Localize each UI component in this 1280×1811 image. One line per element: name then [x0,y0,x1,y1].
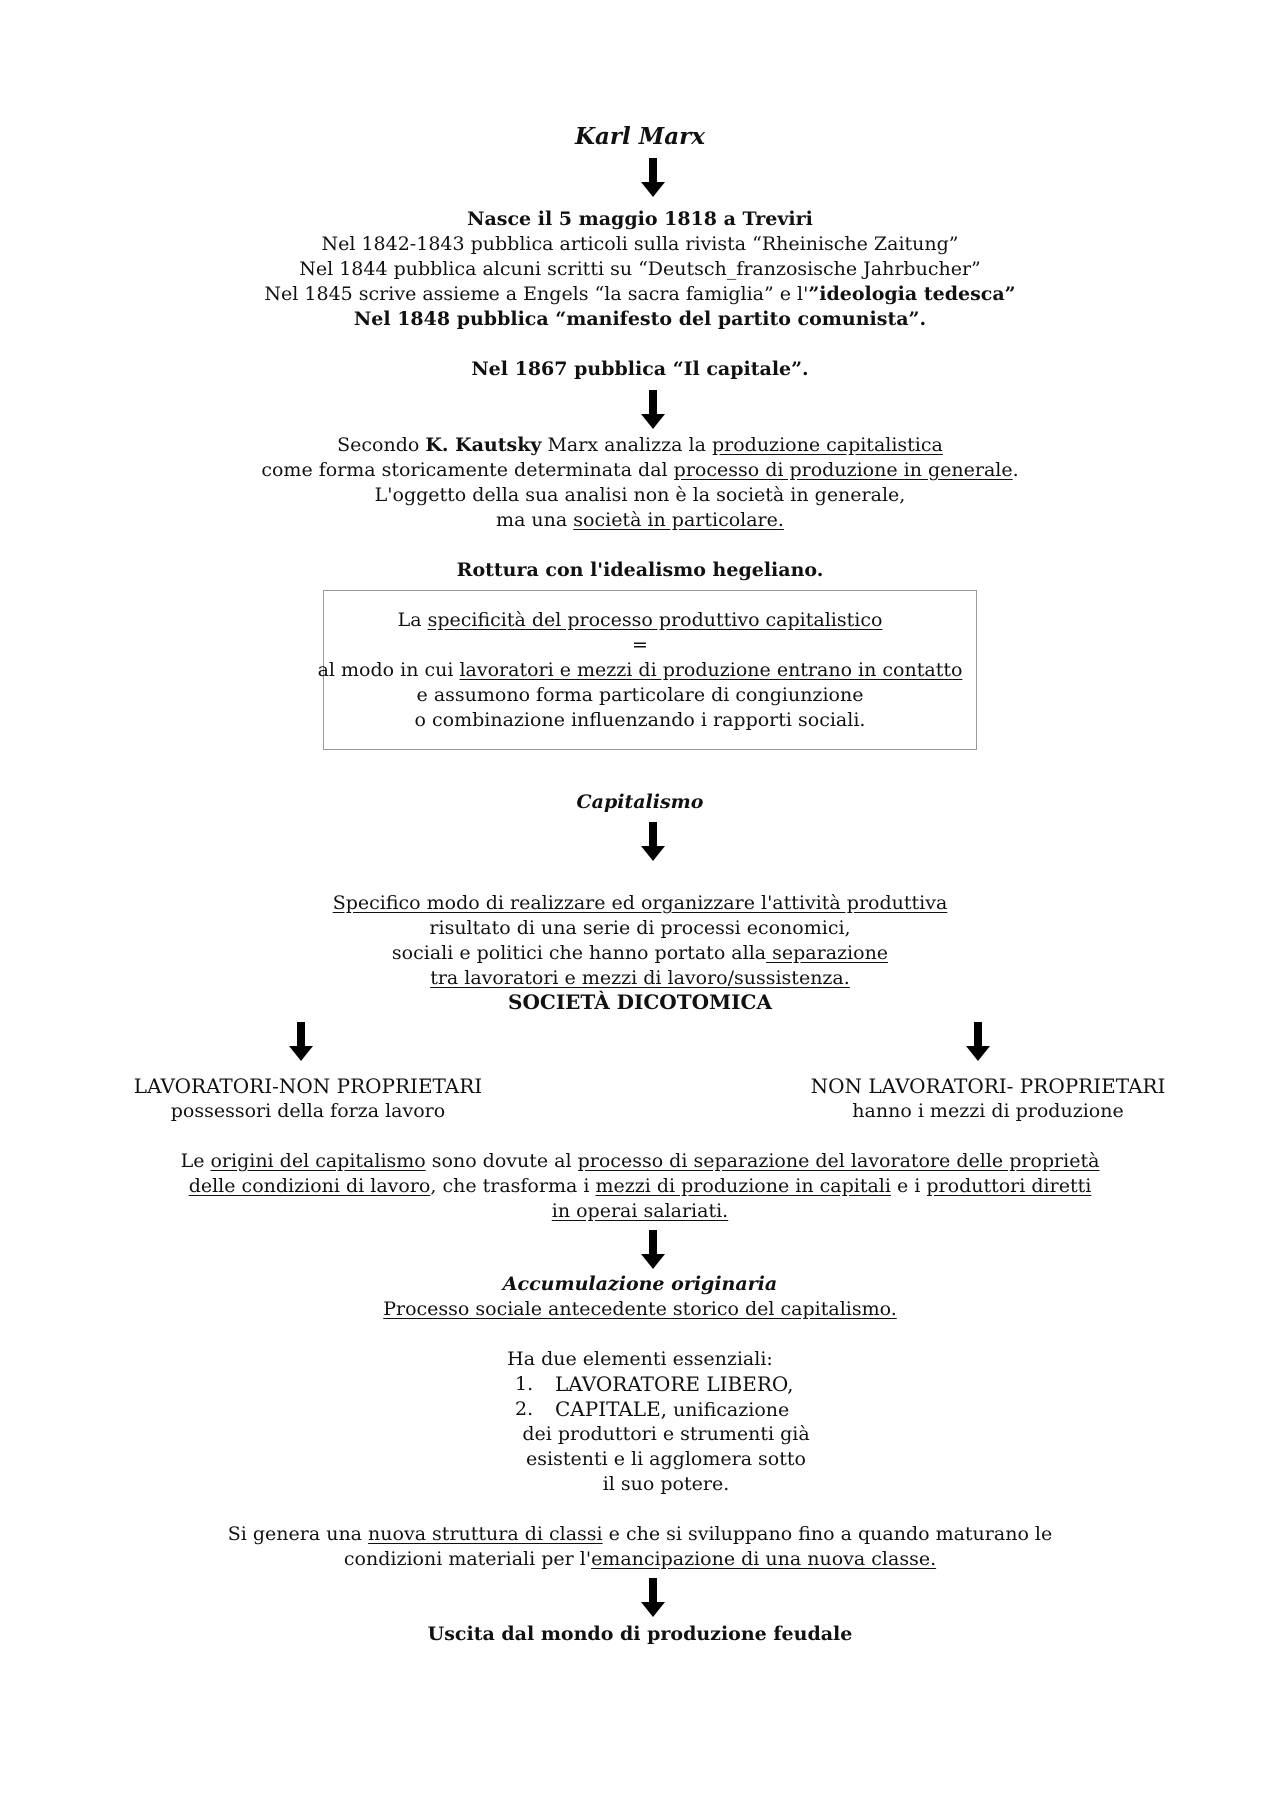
capitalismo-text: sociali e politici che hanno portato alla [391,942,767,964]
societa-dicotomica: SOCIETÀ DICOTOMICA [508,990,772,1014]
list-item-rest: unificazione [667,1399,790,1421]
list-item-capitale: CAPITALE, [555,1397,668,1421]
genera-line-2 [0,1547,1280,1572]
box-line-2: = [632,634,648,656]
kautsky-text: . [1012,459,1019,481]
box-text: al modo in cui [317,659,460,681]
box-underlined: specificità del processo produttivo capitalistico [427,609,883,631]
genera-underlined: emancipazione di una nuova classe. [591,1548,937,1570]
kautsky-line-3: L'oggetto della sua analisi non è la società in generale, [374,484,906,506]
genera-underlined: nuova struttura di classi [368,1523,603,1545]
rottura-line: Rottura con l'idealismo hegeliano. [456,559,824,581]
bio-line-2: Nel 1842-1843 pubblica articoli sulla rivista “Rheinische Zaitung” [321,233,959,255]
box-line-5: o combinazione influenzando i rapporti sociali. [414,709,866,731]
kautsky-line-4 [0,508,1280,533]
right-column-heading: NON LAVORATORI- PROPRIETARI [810,1074,1166,1098]
accumulazione-line-1: Processo sociale antecedente storico del capitalismo. [383,1298,897,1320]
box-underlined: lavoratori e mezzi di produzione entrano in contatto [459,659,963,681]
origini-line-3: in operai salariati. [551,1200,729,1222]
box-line-3 [0,658,1280,683]
origini-text: e i [890,1175,927,1197]
bio-line-4-part-b: ”ideologia tedesca” [808,283,1016,305]
elementi-cont-2: esistenti e li agglomera sotto [526,1448,806,1470]
elementi-cont-1: dei produttori e strumenti già [522,1423,810,1445]
right-column-sub: hanno i mezzi di produzione [852,1100,1124,1122]
origini-underlined: produttori diretti [926,1175,1092,1197]
kautsky-underlined: processo di produzione in generale [673,459,1013,481]
down-arrow-icon [640,158,666,198]
down-arrow-icon [640,1230,666,1270]
genera-text: e che si sviluppano fino a quando maturano le [602,1523,1053,1545]
box-text: La [397,609,428,631]
capitalismo-line-1: Specifico modo di realizzare ed organizzare l'attività produttiva [332,892,948,914]
kautsky-line-2 [0,458,1280,483]
capitalismo-line-3 [0,941,1280,966]
list-number: 1. [515,1373,534,1395]
bio-line-3: Nel 1844 pubblica alcuni scritti su “Deutsch_franzosische Jahrbucher” [299,258,981,280]
bio-line-1: Nasce il 5 maggio 1818 a Treviri [467,208,813,230]
origini-underlined: processo di separazione del lavoratore delle proprietà [577,1150,1100,1172]
kautsky-underlined: produzione capitalistica [711,434,943,456]
kautsky-line-1 [0,433,1280,458]
box-line-1 [0,608,1280,633]
origini-underlined: origini del capitalismo [210,1150,426,1172]
genera-text: Si genera una [227,1523,369,1545]
bio-line-4-part-a: Nel 1845 scrive assieme a Engels “la sacra famiglia” e l' [264,283,809,305]
genera-line-1 [0,1522,1280,1547]
capitalismo-title: Capitalismo [576,791,704,813]
kautsky-text: Marx analizza la [541,434,712,456]
origini-line-2 [0,1174,1280,1199]
list-number: 2. [515,1398,534,1420]
elementi-cont-3: il suo potere. [602,1473,730,1495]
list-item-text [555,1397,789,1423]
kautsky-text: Secondo [337,434,426,456]
capitalismo-line-2: risultato di una serie di processi economici, [429,917,851,939]
bio-line-6: Nel 1867 pubblica “Il capitale”. [471,358,809,380]
down-arrow-icon [965,1022,991,1062]
kautsky-name: K. Kautsky [425,434,542,456]
kautsky-text: ma una [496,509,574,531]
origini-text: Le [180,1150,211,1172]
down-arrow-icon [640,1578,666,1618]
bio-line-4 [0,282,1280,307]
kautsky-underlined: società in particolare. [573,509,784,531]
origini-underlined: delle condizioni di lavoro [188,1175,431,1197]
bio-line-5: Nel 1848 pubblica “manifesto del partito comunista”. [353,308,927,330]
accumulazione-title: Accumulazione originaria [502,1273,778,1295]
right-column [758,1074,1218,1124]
capitalismo-line-4: tra lavoratori e mezzi di lavoro/sussistenza. [430,967,850,989]
origini-line-1 [0,1149,1280,1174]
origini-text: sono dovute al [425,1150,578,1172]
page-title: Karl Marx [575,123,705,150]
box-line-4: e assumono forma particolare di congiunzione [416,684,864,706]
origini-text: , che trasforma i [430,1175,596,1197]
kautsky-text: come forma storicamente determinata dal [261,459,674,481]
left-column [78,1074,538,1124]
capitalismo-underlined: separazione [766,942,889,964]
uscita-line: Uscita dal mondo di produzione feudale [427,1623,853,1645]
elementi-intro: Ha due elementi essenziali: [507,1348,773,1370]
list-item-text: LAVORATORE LIBERO, [555,1372,794,1396]
down-arrow-icon [640,822,666,862]
left-column-heading: LAVORATORI-NON PROPRIETARI [133,1074,483,1098]
down-arrow-icon [288,1022,314,1062]
down-arrow-icon [640,390,666,430]
left-column-sub: possessori della forza lavoro [170,1100,446,1122]
genera-text: condizioni materiali per l' [343,1548,592,1570]
origini-underlined: mezzi di produzione in capitali [595,1175,891,1197]
